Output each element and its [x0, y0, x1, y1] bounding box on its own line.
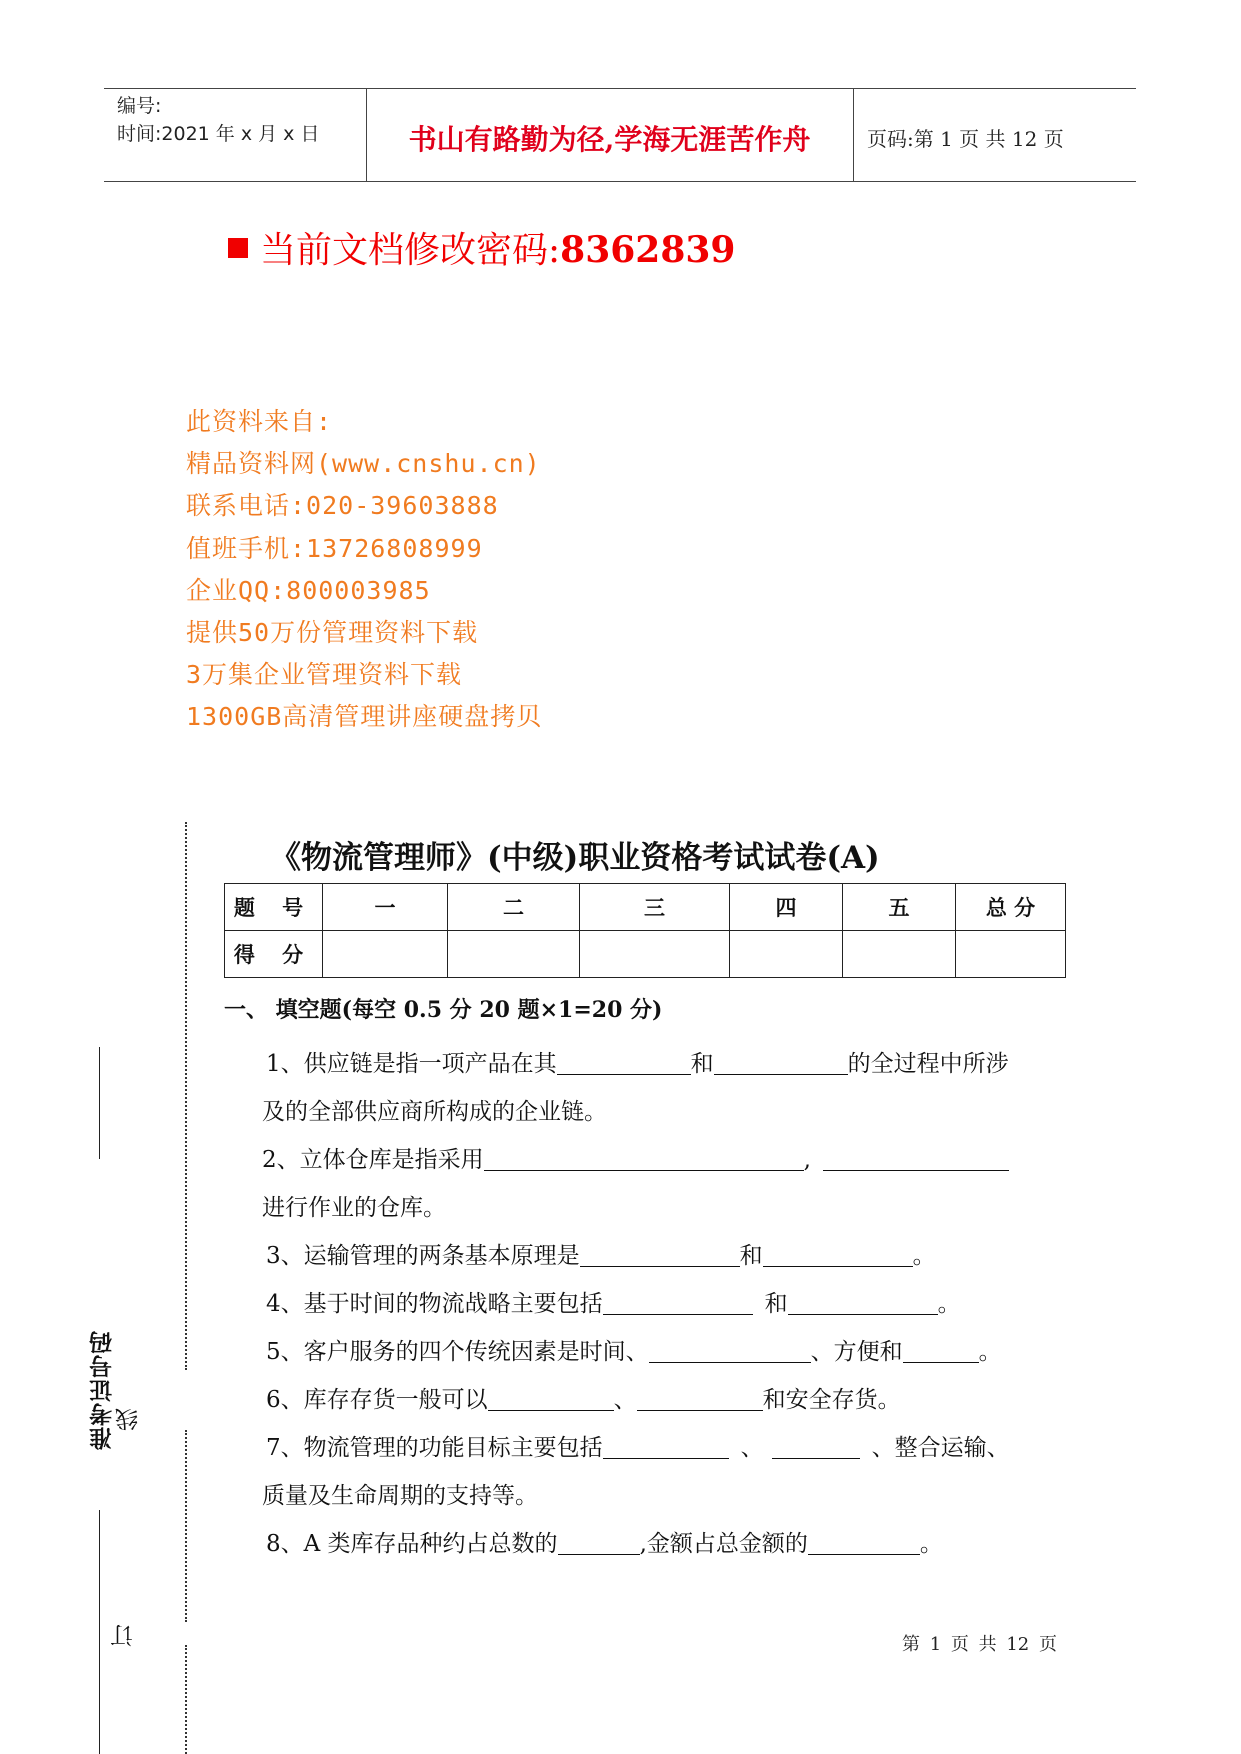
binding-dotted-line — [185, 1645, 187, 1754]
header-page-info: 页码:第 1 页 共 12 页 — [867, 127, 1064, 151]
answer-blank[interactable] — [580, 1244, 740, 1267]
question-3 — [266, 1237, 936, 1270]
score-table-score-row — [225, 931, 1066, 978]
question-text: 的全过程中所涉 — [847, 1051, 1009, 1077]
header-bottom-rule — [104, 181, 1136, 182]
column-header: 四 — [730, 884, 843, 931]
exam-title: 《物流管理师》(中级)职业资格考试试卷(A) — [270, 840, 880, 876]
score-cell[interactable] — [730, 931, 843, 978]
question-text: 、方便和 — [810, 1339, 903, 1365]
square-bullet-icon — [228, 238, 248, 258]
question-text: 6、库存存货一般可以 — [266, 1387, 488, 1413]
question-text: 。 — [919, 1531, 943, 1557]
score-table — [224, 883, 1066, 978]
answer-blank[interactable] — [603, 1292, 753, 1315]
score-table-header-row — [225, 884, 1066, 931]
promo-block — [186, 401, 542, 739]
question-text: 、整合运输、 — [871, 1435, 1010, 1461]
section-heading: 一、 填空题(每空 0.5 分 20 题×1=20 分) — [224, 997, 663, 1023]
question-2-continued: 进行作业的仓库。 — [262, 1195, 446, 1221]
answer-blank[interactable] — [903, 1340, 979, 1363]
answer-blank[interactable] — [557, 1052, 691, 1075]
question-text: 、 — [740, 1435, 764, 1461]
question-text: 和安全存货。 — [762, 1387, 901, 1413]
question-1-continued: 及的全部供应商所构成的企业链。 — [262, 1099, 607, 1125]
binding-dotted-line — [185, 822, 187, 1370]
answer-blank[interactable] — [772, 1436, 860, 1459]
answer-blank[interactable] — [763, 1244, 913, 1267]
header-top-rule — [104, 88, 1136, 89]
question-6 — [266, 1381, 901, 1414]
password-code: 8362839 — [560, 229, 736, 271]
promo-line: 提供50万份管理资料下载 — [186, 618, 479, 648]
answer-blank[interactable] — [558, 1532, 640, 1555]
question-5 — [266, 1333, 1002, 1366]
password-notice — [228, 222, 735, 273]
question-text: 。 — [937, 1291, 961, 1317]
question-text: 和 — [739, 1243, 763, 1269]
doc-time-label: 时间:2021 年 x 月 x 日 — [117, 123, 320, 145]
cut-line-mark: 线 — [116, 1408, 142, 1431]
answer-blank[interactable] — [637, 1388, 763, 1411]
question-1 — [266, 1045, 1009, 1078]
column-header: 一 — [323, 884, 448, 931]
header-meta — [117, 92, 319, 148]
answer-blank[interactable] — [488, 1388, 614, 1411]
question-7 — [266, 1429, 1010, 1462]
promo-line: 值班手机:13726808999 — [186, 533, 483, 563]
question-text: 和 — [690, 1051, 714, 1077]
header-motto: 书山有路勤为径,学海无涯苦作舟 — [408, 123, 811, 156]
binding-solid-line — [99, 1510, 100, 1754]
question-8 — [266, 1525, 943, 1558]
question-text: 2、立体仓库是指采用 — [262, 1147, 484, 1173]
question-text: 和 — [764, 1291, 788, 1317]
question-text: 3、运输管理的两条基本原理是 — [266, 1243, 580, 1269]
column-header: 五 — [843, 884, 956, 931]
score-cell[interactable] — [323, 931, 448, 978]
promo-line: 1300GB高清管理讲座硬盘拷贝 — [186, 702, 543, 732]
doc-number-label: 编号: — [117, 95, 162, 117]
answer-blank[interactable] — [788, 1292, 938, 1315]
question-text: , — [803, 1147, 811, 1173]
answer-blank[interactable] — [603, 1436, 729, 1459]
question-text: 、 — [613, 1387, 637, 1413]
question-text: 。 — [978, 1339, 1002, 1365]
promo-line: 精品资料网(www.cnshu.cn) — [186, 449, 541, 479]
question-7-continued: 质量及生命周期的支持等。 — [262, 1483, 538, 1509]
question-text: ,金额占总金额的 — [639, 1531, 808, 1557]
answer-blank[interactable] — [649, 1340, 811, 1363]
promo-line: 3万集企业管理资料下载 — [186, 660, 463, 690]
score-cell[interactable] — [448, 931, 580, 978]
score-cell[interactable] — [580, 931, 730, 978]
column-header: 总 分 — [956, 884, 1066, 931]
column-header: 二 — [448, 884, 580, 931]
answer-blank[interactable] — [714, 1052, 848, 1075]
page-footer: 第 1 页 共 12 页 — [902, 1634, 1057, 1655]
password-label: 当前文档修改密码: — [260, 230, 561, 271]
question-2 — [262, 1141, 1009, 1174]
question-text: 1、供应链是指一项产品在其 — [266, 1051, 557, 1077]
candidate-id-label: 准考证号码 — [90, 1330, 116, 1450]
row-label-question-no: 题 号 — [225, 884, 323, 931]
binding-mark: 订 — [111, 1624, 137, 1647]
promo-line: 此资料来自: — [186, 407, 333, 436]
promo-line: 联系电话:020-39603888 — [186, 491, 499, 521]
row-label-score: 得 分 — [225, 931, 323, 978]
answer-blank[interactable] — [808, 1532, 920, 1555]
promo-line: 企业QQ:800003985 — [186, 575, 431, 605]
binding-dotted-line — [185, 1430, 187, 1622]
candidate-id-fill-line — [99, 1047, 100, 1159]
question-text: 4、基于时间的物流战略主要包括 — [266, 1291, 603, 1317]
column-header: 三 — [580, 884, 730, 931]
question-text: 7、物流管理的功能目标主要包括 — [266, 1435, 603, 1461]
score-cell[interactable] — [956, 931, 1066, 978]
answer-blank[interactable] — [823, 1148, 1009, 1171]
question-4 — [266, 1285, 961, 1318]
question-text: 8、A 类库存品种约占总数的 — [266, 1531, 558, 1557]
question-text: 5、客户服务的四个传统因素是时间、 — [266, 1339, 649, 1365]
header-divider — [853, 88, 854, 182]
answer-blank[interactable] — [484, 1148, 804, 1171]
question-text: 。 — [912, 1243, 936, 1269]
score-cell[interactable] — [843, 931, 956, 978]
